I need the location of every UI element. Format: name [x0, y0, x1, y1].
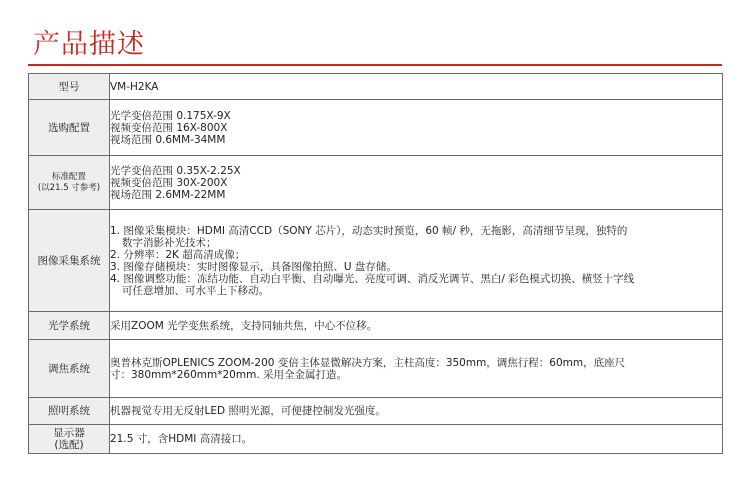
value-line: 采用ZOOM 光学变焦系统，支持同轴共焦，中心不位移。	[110, 319, 378, 332]
row-value	[110, 210, 723, 312]
value-line: 光学变倍范围 0.35X-2.25X	[110, 164, 241, 177]
value-line: VM-H2KA	[110, 80, 159, 93]
row-label-line: (选配)	[54, 439, 84, 451]
table-row	[29, 398, 723, 425]
row-label	[29, 156, 110, 210]
value-line: 视场范围 2.6MM-22MM	[110, 188, 226, 201]
value-line: 1. 图像采集模块：HDMI 高清CCD（SONY 芯片），动态实时预览，60 帧/ 秒，无拖影，高清细节呈现，独特的	[110, 224, 628, 237]
value-line: 视频变倍范围 30X-200X	[110, 176, 228, 189]
table-row	[29, 100, 723, 156]
value-line: 2. 分辨率：2K 超高清成像；	[110, 248, 246, 261]
value-line: 4. 图像调整功能：冻结功能、自动白平衡、自动曝光、亮度可调、消反光调节、黑白/ 彩色模式切换、横竖十字线	[110, 272, 635, 285]
value-line: 可任意增加、可水平上下移动。	[122, 284, 269, 297]
row-value	[110, 425, 723, 454]
title-divider	[28, 64, 722, 66]
table-row	[29, 312, 723, 340]
row-label-line: 显示器	[53, 427, 85, 439]
value-line: 光学变倍范围 0.175X-9X	[110, 109, 231, 122]
table-row	[29, 74, 723, 100]
row-value	[110, 340, 723, 398]
value-line: 奥普林克斯OPLENICS ZOOM-200 变倍主体显微解决方案，主柱高度：350mm，调焦行程：60mm，底座尺	[110, 356, 626, 369]
table-row	[29, 340, 723, 398]
row-label: 选购配置	[29, 100, 110, 156]
row-value	[110, 398, 723, 425]
row-value	[110, 312, 723, 340]
row-label: 光学系统	[29, 312, 110, 340]
spec-table	[28, 73, 723, 454]
row-label: 照明系统	[29, 398, 110, 425]
row-label: 型号	[29, 74, 110, 100]
table-row	[29, 156, 723, 210]
table-row	[29, 425, 723, 454]
row-label	[29, 425, 110, 454]
value-line: 视频变倍范围 16X-800X	[110, 121, 228, 134]
value-line: 3. 图像存储模块：实时图像显示，具备图像拍照、U 盘存储。	[110, 260, 397, 273]
row-label: 调焦系统	[29, 340, 110, 398]
value-line: 视场范围 0.6MM-34MM	[110, 133, 226, 146]
row-value	[110, 100, 723, 156]
table-row	[29, 210, 723, 312]
value-line: 机器视觉专用无反射LED 照明光源，可便捷控制发光强度。	[110, 405, 386, 417]
page-title: 产品描述	[33, 29, 145, 60]
row-value	[110, 156, 723, 210]
row-label: 图像采集系统	[29, 210, 110, 312]
row-label-line: 标准配置	[51, 171, 86, 182]
value-line: 寸：380mm*260mm*20mm. 采用全金属打造。	[110, 368, 347, 381]
row-value	[110, 74, 723, 100]
value-line: 21.5 寸，含HDMI 高清接口。	[110, 433, 253, 445]
row-label-line: (以21.5 寸参考)	[37, 182, 101, 193]
value-line: 数字消影补光技术；	[122, 236, 217, 249]
